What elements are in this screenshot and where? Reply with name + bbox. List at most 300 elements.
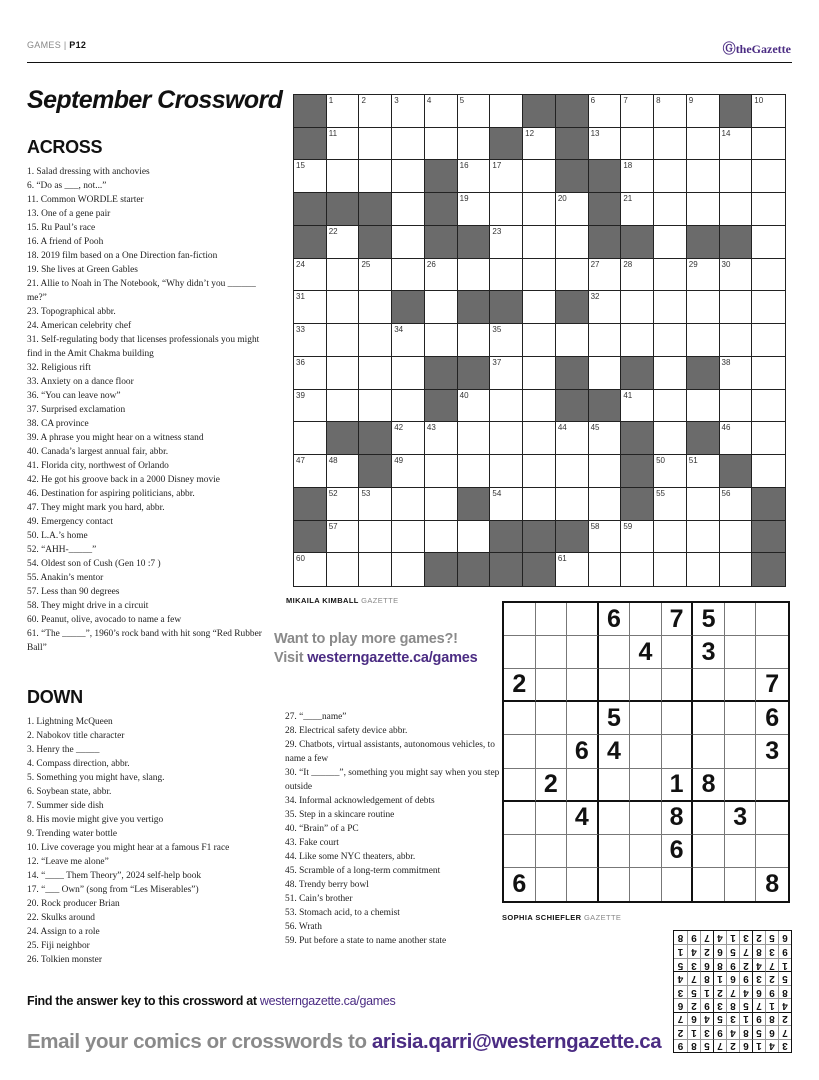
sudoku-cell[interactable]: [599, 669, 631, 702]
sudoku-cell[interactable]: [630, 802, 662, 835]
crossword-cell[interactable]: [294, 291, 327, 324]
crossword-cell[interactable]: [589, 259, 622, 292]
crossword-cell[interactable]: [327, 521, 360, 554]
sudoku-cell[interactable]: [536, 669, 568, 702]
clue-number: 25: [361, 259, 371, 269]
crossword-cell[interactable]: [392, 226, 425, 259]
crossword-cell[interactable]: [687, 193, 720, 226]
crossword-cell[interactable]: [621, 553, 654, 586]
sudoku-cell[interactable]: 5: [693, 603, 725, 636]
crossword-cell[interactable]: [621, 160, 654, 193]
sudoku-cell[interactable]: [756, 636, 788, 669]
clue: 47. They might mark you hard, abbr.: [27, 503, 165, 513]
sudoku-cell[interactable]: [725, 769, 757, 802]
header-divider: [27, 62, 792, 63]
crossword-cell[interactable]: [589, 488, 622, 521]
crossword-cell[interactable]: [589, 128, 622, 161]
email-link[interactable]: arisia.qarri@westerngazette.ca: [371, 1030, 662, 1053]
crossword-cell[interactable]: [327, 488, 360, 521]
sudoku-cell[interactable]: 4: [599, 735, 631, 768]
crossword-cell[interactable]: [490, 422, 523, 455]
crossword-cell[interactable]: [752, 259, 785, 292]
crossword-cell[interactable]: [294, 422, 327, 455]
crossword-cell[interactable]: [720, 357, 753, 390]
crossword-cell[interactable]: [523, 324, 556, 357]
sudoku-cell[interactable]: [536, 603, 568, 636]
crossword-cell[interactable]: [752, 390, 785, 423]
crossword-grid: [293, 94, 786, 587]
sudoku-cell[interactable]: [693, 702, 725, 735]
crossword-cell[interactable]: [458, 390, 491, 423]
sudoku-cell[interactable]: [567, 603, 599, 636]
sudoku-cell[interactable]: 6: [504, 868, 536, 901]
clue: 20. Rock producer Brian: [27, 899, 120, 909]
sudoku-cell[interactable]: [599, 769, 631, 802]
black-cell: [556, 357, 589, 390]
clue-number: 39: [296, 390, 305, 400]
crossword-cell[interactable]: [589, 357, 622, 390]
crossword-cell[interactable]: [425, 259, 458, 292]
answer-cell: 6: [765, 1025, 778, 1038]
crossword-cell[interactable]: [621, 95, 654, 128]
sudoku-cell[interactable]: [662, 669, 694, 702]
crossword-cell[interactable]: [589, 291, 622, 324]
sudoku-cell[interactable]: 7: [756, 669, 788, 702]
crossword-cell[interactable]: [359, 521, 392, 554]
sudoku-cell[interactable]: 3: [725, 802, 757, 835]
sudoku-cell[interactable]: 5: [599, 702, 631, 735]
crossword-cell[interactable]: [654, 390, 687, 423]
crossword-cell[interactable]: [523, 455, 556, 488]
sudoku-cell[interactable]: [630, 669, 662, 702]
sudoku-cell[interactable]: [693, 835, 725, 868]
crossword-cell[interactable]: [621, 193, 654, 226]
sudoku-cell[interactable]: [630, 835, 662, 868]
crossword-cell[interactable]: [458, 455, 491, 488]
sudoku-cell[interactable]: 8: [765, 869, 780, 898]
sudoku-cell[interactable]: [504, 702, 536, 735]
clue: 2. Nabokov title character: [27, 731, 125, 741]
crossword-cell[interactable]: [392, 455, 425, 488]
crossword-cell[interactable]: [425, 488, 458, 521]
sudoku-cell[interactable]: [504, 636, 536, 669]
sudoku-cell[interactable]: 6: [756, 702, 788, 735]
answer-cell: 8: [765, 1012, 778, 1025]
crossword-cell[interactable]: [687, 160, 720, 193]
crossword-cell[interactable]: [621, 324, 654, 357]
crossword-cell[interactable]: [359, 357, 392, 390]
crossword-cell[interactable]: [458, 521, 491, 554]
clue-number: 45: [590, 423, 600, 433]
answer-cell: 9: [713, 1025, 726, 1038]
crossword-cell[interactable]: [359, 553, 392, 586]
crossword-cell[interactable]: [654, 259, 687, 292]
crossword-cell[interactable]: [425, 521, 458, 554]
crossword-cell[interactable]: [359, 160, 392, 193]
crossword-cell[interactable]: [359, 95, 392, 128]
crossword-cell[interactable]: [392, 95, 425, 128]
crossword-cell[interactable]: [294, 553, 327, 586]
crossword-cell[interactable]: [523, 357, 556, 390]
crossword-cell[interactable]: [359, 291, 392, 324]
sudoku-cell[interactable]: [536, 835, 568, 868]
crossword-cell[interactable]: [589, 95, 622, 128]
crossword-cell[interactable]: [752, 160, 785, 193]
sudoku-cell[interactable]: [693, 868, 725, 901]
crossword-cell[interactable]: [654, 291, 687, 324]
crossword-cell[interactable]: [392, 128, 425, 161]
black-cell: [425, 193, 458, 226]
answer-cell: 6: [778, 931, 791, 944]
crossword-cell[interactable]: [458, 160, 491, 193]
clue: 9. Trending water bottle: [27, 829, 118, 839]
sudoku-cell[interactable]: [536, 735, 568, 768]
answer-cell: 6: [713, 944, 726, 957]
crossword-cell[interactable]: [654, 553, 687, 586]
crossword-cell[interactable]: [621, 521, 654, 554]
crossword-cell[interactable]: [359, 488, 392, 521]
crossword-cell[interactable]: [327, 324, 360, 357]
crossword-cell[interactable]: [654, 357, 687, 390]
crossword-cell[interactable]: [720, 390, 753, 423]
crossword-cell[interactable]: [490, 488, 523, 521]
sudoku-cell[interactable]: [662, 636, 694, 669]
black-cell: [589, 193, 622, 226]
crossword-cell[interactable]: [490, 193, 523, 226]
sudoku-cell[interactable]: [693, 802, 725, 835]
sudoku-cell[interactable]: [725, 702, 757, 735]
crossword-cell[interactable]: [327, 357, 360, 390]
crossword-cell[interactable]: [654, 422, 687, 455]
crossword-cell[interactable]: [294, 455, 327, 488]
sudoku-cell[interactable]: [693, 669, 725, 702]
crossword-cell[interactable]: [458, 128, 491, 161]
crossword-cell[interactable]: [654, 160, 687, 193]
crossword-cell[interactable]: [490, 455, 523, 488]
black-cell: [294, 521, 327, 554]
author-name: SOPHIA SCHIEFLER: [502, 913, 582, 922]
answer-cell: 3: [752, 971, 765, 984]
sudoku-cell[interactable]: 6: [662, 835, 694, 868]
answer-cell: 1: [674, 944, 687, 957]
sudoku-cell[interactable]: [536, 636, 568, 669]
crossword-cell[interactable]: [392, 390, 425, 423]
author-org: GAZETTE: [361, 596, 399, 605]
sudoku-cell[interactable]: 1: [662, 769, 694, 802]
crossword-cell[interactable]: [327, 291, 360, 324]
crossword-cell[interactable]: [458, 324, 491, 357]
answer-cell: 4: [739, 985, 752, 998]
crossword-cell[interactable]: [523, 488, 556, 521]
crossword-cell[interactable]: [720, 291, 753, 324]
crossword-cell[interactable]: [654, 521, 687, 554]
crossword-cell[interactable]: [621, 390, 654, 423]
sudoku-cell[interactable]: [725, 603, 757, 636]
sudoku-cell[interactable]: [599, 802, 631, 835]
sudoku-cell[interactable]: [567, 702, 599, 735]
answer-cell: 7: [674, 1012, 687, 1025]
crossword-cell[interactable]: [490, 357, 523, 390]
black-cell: [621, 422, 654, 455]
sudoku-cell[interactable]: [567, 835, 599, 868]
crossword-cell[interactable]: [556, 324, 589, 357]
crossword-cell[interactable]: [687, 128, 720, 161]
crossword-cell[interactable]: [556, 455, 589, 488]
sudoku-cell[interactable]: [504, 769, 536, 802]
crossword-cell[interactable]: [425, 455, 458, 488]
crossword-cell[interactable]: [359, 259, 392, 292]
crossword-cell[interactable]: [752, 128, 785, 161]
answer-cell: 5: [700, 1039, 713, 1052]
crossword-cell[interactable]: [654, 488, 687, 521]
crossword-cell[interactable]: [458, 422, 491, 455]
sudoku-cell[interactable]: [536, 702, 568, 735]
crossword-cell[interactable]: [425, 422, 458, 455]
crossword-cell[interactable]: [752, 95, 785, 128]
crossword-cell[interactable]: [327, 259, 360, 292]
crossword-cell[interactable]: [523, 193, 556, 226]
crossword-cell[interactable]: [294, 259, 327, 292]
crossword-cell[interactable]: [654, 226, 687, 259]
sudoku-cell[interactable]: [693, 735, 725, 768]
sudoku-cell[interactable]: [567, 669, 599, 702]
promo-visit: Visit: [274, 650, 304, 666]
sudoku-cell[interactable]: 8: [693, 769, 725, 802]
black-cell: [720, 455, 753, 488]
sudoku-cell[interactable]: 6: [567, 735, 599, 768]
black-cell: [425, 357, 458, 390]
crossword-cell[interactable]: [720, 128, 753, 161]
sudoku-cell[interactable]: 8: [662, 802, 694, 835]
sudoku-cell[interactable]: [756, 835, 788, 868]
crossword-cell[interactable]: [523, 390, 556, 423]
games-link[interactable]: westerngazette.ca/games: [307, 650, 478, 666]
sudoku-cell[interactable]: [504, 835, 536, 868]
sudoku-cell[interactable]: [725, 868, 757, 901]
clue: 19. She lives at Green Gables: [27, 265, 138, 275]
crossword-cell[interactable]: [654, 95, 687, 128]
crossword-cell[interactable]: [556, 193, 589, 226]
crossword-cell[interactable]: [589, 455, 622, 488]
clue-number: 10: [754, 96, 764, 105]
crossword-cell[interactable]: [687, 324, 720, 357]
crossword-cell[interactable]: [327, 226, 360, 259]
crossword-cell[interactable]: [589, 422, 622, 455]
crossword-cell[interactable]: [327, 128, 360, 161]
crossword-cell[interactable]: [392, 193, 425, 226]
clue: 39. A phrase you might hear on a witness stand: [27, 433, 204, 443]
crossword-cell[interactable]: [425, 95, 458, 128]
crossword-cell[interactable]: [327, 390, 360, 423]
black-cell: [556, 521, 589, 554]
crossword-cell[interactable]: [720, 488, 753, 521]
clue: 28. Electrical safety device abbr.: [285, 726, 408, 736]
crossword-cell[interactable]: [392, 488, 425, 521]
answer-key-link[interactable]: westerngazette.ca/games: [259, 994, 396, 1008]
crossword-cell[interactable]: [687, 488, 720, 521]
crossword-cell[interactable]: [392, 324, 425, 357]
author-name: MIKAILA KIMBALL: [286, 596, 359, 605]
crossword-cell[interactable]: [294, 390, 327, 423]
crossword-cell[interactable]: [327, 160, 360, 193]
sudoku-cell[interactable]: [630, 702, 662, 735]
crossword-cell[interactable]: [621, 291, 654, 324]
crossword-cell[interactable]: [523, 128, 556, 161]
crossword-cell[interactable]: [556, 226, 589, 259]
crossword-cell[interactable]: [392, 422, 425, 455]
crossword-cell[interactable]: [490, 390, 523, 423]
sudoku-cell[interactable]: [725, 735, 757, 768]
crossword-cell[interactable]: [425, 128, 458, 161]
crossword-cell[interactable]: [720, 324, 753, 357]
sudoku-cell[interactable]: [567, 868, 599, 901]
sudoku-cell[interactable]: [630, 603, 662, 636]
sudoku-cell[interactable]: [504, 603, 536, 636]
crossword-cell[interactable]: [752, 422, 785, 455]
crossword-cell[interactable]: [687, 259, 720, 292]
crossword-cell[interactable]: [294, 324, 327, 357]
sudoku-cell[interactable]: [756, 603, 788, 636]
clue: 16. A friend of Pooh: [27, 237, 104, 247]
crossword-cell[interactable]: [556, 259, 589, 292]
sudoku-cell[interactable]: [630, 769, 662, 802]
crossword-cell[interactable]: [458, 259, 491, 292]
sudoku-cell[interactable]: 3: [693, 636, 725, 669]
crossword-cell[interactable]: [687, 553, 720, 586]
crossword-cell[interactable]: [523, 160, 556, 193]
crossword-cell[interactable]: [425, 324, 458, 357]
sudoku-cell[interactable]: [599, 868, 631, 901]
crossword-cell[interactable]: [458, 193, 491, 226]
sudoku-cell[interactable]: [756, 802, 788, 835]
sudoku-cell[interactable]: 2: [536, 769, 568, 802]
crossword-cell[interactable]: [556, 553, 589, 586]
sudoku-cell[interactable]: [725, 835, 757, 868]
crossword-cell[interactable]: [294, 160, 327, 193]
clue: 12. “Leave me alone”: [27, 857, 109, 867]
crossword-cell[interactable]: [589, 521, 622, 554]
crossword-cell[interactable]: [490, 95, 523, 128]
crossword-cell[interactable]: [392, 521, 425, 554]
crossword-cell[interactable]: [752, 226, 785, 259]
crossword-cell[interactable]: [687, 95, 720, 128]
crossword-cell[interactable]: [589, 553, 622, 586]
crossword-cell[interactable]: [359, 390, 392, 423]
black-cell: [621, 488, 654, 521]
crossword-cell[interactable]: [752, 193, 785, 226]
crossword-cell[interactable]: [327, 553, 360, 586]
crossword-cell[interactable]: [359, 324, 392, 357]
crossword-cell[interactable]: [327, 95, 360, 128]
sudoku-cell[interactable]: 4: [567, 802, 599, 835]
crossword-cell[interactable]: [687, 390, 720, 423]
crossword-cell[interactable]: [556, 488, 589, 521]
crossword-cell[interactable]: [490, 160, 523, 193]
sudoku-cell[interactable]: [536, 802, 568, 835]
crossword-cell[interactable]: [720, 193, 753, 226]
crossword-cell[interactable]: [490, 324, 523, 357]
sudoku-cell[interactable]: [536, 868, 568, 901]
crossword-cell[interactable]: [687, 291, 720, 324]
crossword-cell[interactable]: [294, 357, 327, 390]
crossword-cell[interactable]: [654, 324, 687, 357]
crossword-cell[interactable]: [327, 455, 360, 488]
answer-cell: 9: [765, 985, 778, 998]
crossword-cell[interactable]: [720, 160, 753, 193]
sudoku-cell[interactable]: [567, 769, 599, 802]
crossword-cell[interactable]: [458, 95, 491, 128]
sudoku-cell[interactable]: [725, 636, 757, 669]
crossword-cell[interactable]: [752, 324, 785, 357]
crossword-cell[interactable]: [392, 259, 425, 292]
sudoku-cell[interactable]: [662, 702, 694, 735]
clue: 38. CA province: [27, 419, 89, 429]
clue-number: 61: [557, 554, 567, 564]
sudoku-cell[interactable]: [504, 735, 536, 768]
crossword-cell[interactable]: [720, 422, 753, 455]
crossword-cell[interactable]: [392, 553, 425, 586]
crossword-cell[interactable]: [523, 422, 556, 455]
sudoku-cell[interactable]: 2: [504, 669, 536, 702]
black-cell: [752, 488, 785, 521]
crossword-cell[interactable]: [621, 128, 654, 161]
sudoku-cell[interactable]: [662, 735, 694, 768]
sudoku-cell[interactable]: [630, 868, 662, 901]
crossword-cell[interactable]: [720, 553, 753, 586]
crossword-cell[interactable]: [589, 324, 622, 357]
crossword-cell[interactable]: [392, 160, 425, 193]
crossword-cell[interactable]: [359, 128, 392, 161]
crossword-cell[interactable]: [752, 455, 785, 488]
crossword-cell[interactable]: [523, 291, 556, 324]
sudoku-cell[interactable]: 3: [756, 735, 788, 768]
sudoku-cell[interactable]: [599, 636, 631, 669]
crossword-cell[interactable]: [687, 521, 720, 554]
crossword-cell[interactable]: [654, 455, 687, 488]
sudoku-cell[interactable]: [756, 769, 788, 802]
answer-cell: 3: [713, 998, 726, 1011]
clue: 49. Emergency contact: [27, 517, 113, 527]
crossword-cell[interactable]: [654, 193, 687, 226]
sudoku-cell[interactable]: [725, 669, 757, 702]
sudoku-cell[interactable]: [630, 735, 662, 768]
black-cell: [392, 291, 425, 324]
sudoku-cell[interactable]: 6: [599, 603, 631, 636]
sudoku-cell[interactable]: [504, 802, 536, 835]
crossword-cell[interactable]: [490, 259, 523, 292]
sudoku-cell[interactable]: [567, 636, 599, 669]
crossword-cell[interactable]: [752, 291, 785, 324]
crossword-cell[interactable]: [392, 357, 425, 390]
crossword-cell[interactable]: [720, 521, 753, 554]
crossword-cell[interactable]: [687, 455, 720, 488]
crossword-cell[interactable]: [720, 259, 753, 292]
crossword-cell[interactable]: [490, 226, 523, 259]
sudoku-cell[interactable]: [662, 868, 694, 901]
clue: 51. Cain’s brother: [285, 894, 353, 904]
crossword-cell[interactable]: [425, 291, 458, 324]
sudoku-cell[interactable]: 7: [662, 603, 694, 636]
crossword-cell[interactable]: [752, 357, 785, 390]
crossword-cell[interactable]: [523, 226, 556, 259]
crossword-cell[interactable]: [556, 422, 589, 455]
clue-number: 40: [459, 390, 469, 400]
sudoku-cell[interactable]: [599, 835, 631, 868]
crossword-cell[interactable]: [621, 259, 654, 292]
crossword-cell[interactable]: [523, 259, 556, 292]
crossword-cell[interactable]: [654, 128, 687, 161]
sudoku-cell[interactable]: 4: [630, 636, 662, 669]
